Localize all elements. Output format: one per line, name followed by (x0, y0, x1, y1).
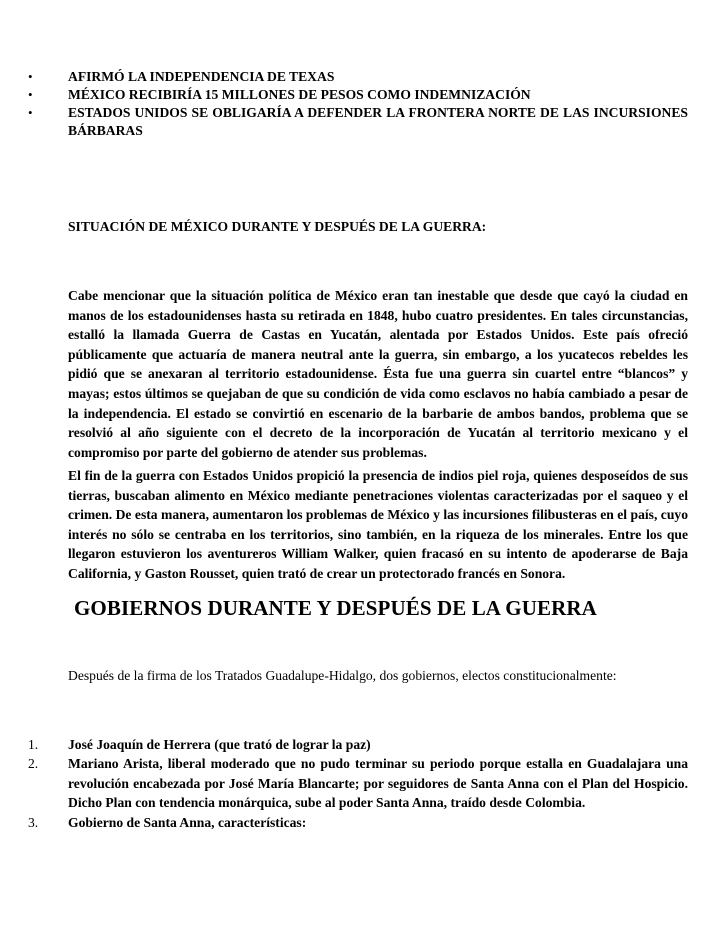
list-item (28, 813, 688, 832)
list-number: 2. (28, 756, 39, 772)
paragraph-guerra-castas: Cabe mencionar que la situación política de México eran tan inestable que desde que cayó la ciudad en manos de los estadounidenses hasta su retirada en 1848, hubo cuatro presidentes. En tales circunstancias, estalló la llamada Guerra de Castas en Yucatán, alentada por Estados Unidos. Este país ofreció públicamente que actuaría de manera neutral ante la guerra, sin embargo, a los yucatecos rebeldes les pidió que se anexaran al territorio estadounidense. Ésta fue una guerra sin cuartel entre “blancos” y mayas; estos últimos se quejaban de que su condición de vida como esclavos no había cambiado a pesar de la independencia. El estado se convirtió en escenario de la barbarie de ambos bandos, problema que se resolvió al año siguiente con el decreto de la incorporación de Yucatán al territorio mexicano y el compromiso por parte del gobierno de atender sus problemas. (68, 288, 688, 460)
bullet-text: ESTADOS UNIDOS SE OBLIGARÍA A DEFENDER LA FRONTERA NORTE DE LAS INCURSIONES BÁRBARAS (68, 105, 688, 138)
list-item-text: Mariano Arista, liberal moderado que no pudo terminar su periodo porque estalla en Guadalajara una revolución encabezada por José María Blancarte; por seguidores de Santa Anna con el Plan del Hospicio. Dicho Plan con tendencia monárquica, sube al poder Santa Anna, traído desde Colombia. (68, 756, 688, 811)
list-item (28, 86, 688, 104)
bullet-icon: • (28, 105, 33, 120)
list-item-text: José Joaquín de Herrera (que trató de lograr la paz) (68, 737, 371, 752)
list-item (28, 754, 688, 812)
section-heading-situation: SITUACIÓN DE MÉXICO DURANTE Y DESPUÉS DE LA GUERRA: (68, 219, 487, 234)
bullet-list (28, 68, 688, 140)
paragraph-incursiones: El fin de la guerra con Estados Unidos propició la presencia de indios piel roja, quienes desposeídos de sus tierras, buscaban alimento en México mediante penetraciones violentas caracterizadas por el saqueo y el crimen. De esta manera, aumentaron los problemas de México y las incursiones filibusteras en el país, cuyo interés no sólo se centraba en los territorios, sino también, en la riqueza de los minerales. Entre los que llegaron estuvieron los aventureros William Walker, quien fracasó en su intento de apoderarse de Baja California, y Gaston Rousset, quien trató de crear un protectorado francés en Sonora. (68, 468, 688, 581)
governments-list (28, 735, 688, 832)
section-heading-governments: GOBIERNOS DURANTE Y DESPUÉS DE LA GUERRA (74, 596, 597, 620)
list-number: 3. (28, 814, 39, 830)
bullet-text: AFIRMÓ LA INDEPENDENCIA DE TEXAS (68, 69, 335, 84)
bullet-text: MÉXICO RECIBIRÍA 15 MILLONES DE PESOS COMO INDEMNIZACIÓN (68, 87, 531, 102)
list-item-text: Gobierno de Santa Anna, características: (68, 814, 307, 830)
list-item (28, 68, 688, 86)
list-number: 1. (28, 737, 39, 752)
intro-paragraph: Después de la firma de los Tratados Guadalupe-Hidalgo, dos gobiernos, electos constitucionalmente: (68, 668, 617, 683)
list-item (28, 104, 688, 140)
bullet-icon: • (28, 87, 33, 102)
list-item (28, 735, 688, 754)
bullet-icon: • (28, 69, 33, 84)
